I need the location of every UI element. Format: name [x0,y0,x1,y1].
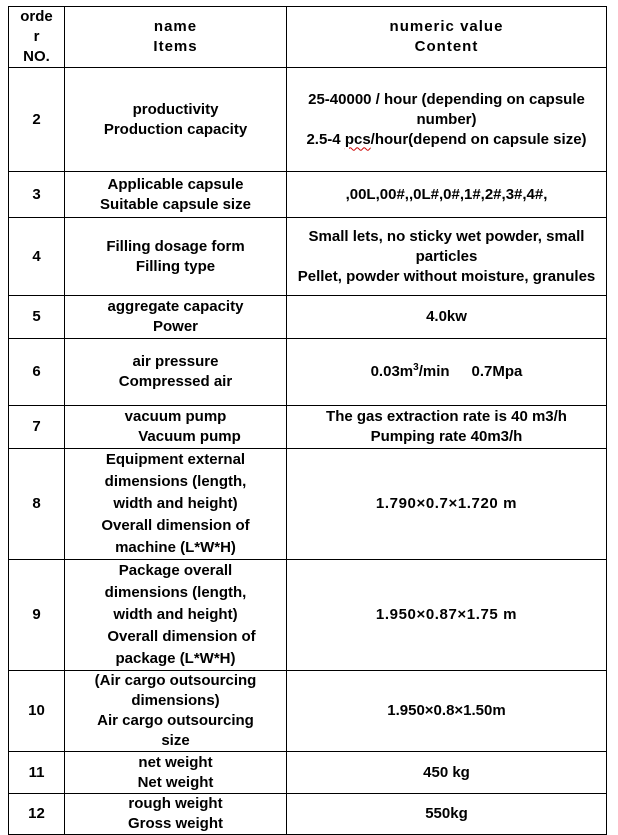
item-name-line: Package overall [118,562,233,579]
header-order-line: NO. [23,48,50,65]
item-name-line: width and height) [113,606,238,623]
item-name-line: Air cargo outsourcing [97,712,254,729]
item-name-line: dimensions) [131,692,220,709]
value-line: Pumping rate 40m3/h [370,428,523,445]
order-cell: 10 [9,671,65,752]
value-text: /hour(depend on capsule size) [370,130,587,148]
item-name-line: air pressure [132,353,219,370]
item-name-line: Applicable capsule [107,175,244,193]
item-name-cell [65,218,287,296]
air-flow-value: 0.03m [370,363,414,380]
item-name-line: dimensions (length, [104,584,247,601]
order-cell: 9 [9,560,65,671]
item-name-line: Filling dosage form [106,237,245,255]
air-pressure-value: 0.7Mpa [471,363,523,380]
value-cell [287,218,607,296]
item-name-cell [65,296,287,339]
header-name-line: name [153,18,198,35]
value-text: 2.5-4 [306,130,345,148]
air-flow-unit: /min [418,363,450,380]
item-name-cell [65,752,287,794]
item-name-line: aggregate capacity [107,298,244,315]
table-row [9,752,607,794]
item-name-line: Gross weight [127,815,224,832]
value-line: Pellet, powder without moisture, granules [297,267,596,285]
value-line [290,130,603,150]
header-value-line: numeric value [389,18,504,35]
table-row [9,406,607,449]
item-name-cell [65,671,287,752]
table-row [9,560,607,671]
order-cell: 6 [9,339,65,406]
item-name-line: productivity [132,100,219,118]
value-line: 1.950×0.87×1.75 m [375,606,518,623]
value-line: The gas extraction rate is 40 m3/h [326,408,567,425]
header-order-line: orde [20,8,53,25]
item-name-line: Overall dimension of [101,517,250,534]
item-name-line: machine (L*W*H) [115,539,236,556]
item-name-line: Compressed air [118,373,233,390]
order-cell: 8 [9,449,65,560]
order-cell: 4 [9,218,65,296]
header-name-cell [65,7,287,68]
item-name-line: (Air cargo outsourcing [94,672,257,689]
value-line: 1.950×0.8×1.50m [387,702,506,719]
value-cell [287,671,607,752]
superscript: 3 [413,362,419,373]
item-name-cell [65,172,287,218]
value-line: 4.0kw [426,308,467,325]
item-name-cell [65,68,287,172]
item-name-line: Equipment external [105,451,246,468]
value-cell [287,296,607,339]
header-value-line: Content [414,38,479,55]
order-cell: 2 [9,68,65,172]
item-name-line: width and height) [113,495,238,512]
order-cell: 12 [9,794,65,835]
order-cell: 11 [9,752,65,794]
item-name-line: net weight [138,753,213,771]
item-name-line: Vacuum pump [138,428,241,445]
value-line: 1.790×0.7×1.720 m [375,495,518,512]
value-line: Small lets, no sticky wet powder, small particles [308,227,585,265]
item-name-line: rough weight [128,795,223,812]
item-name-line: package (L*W*H) [115,650,236,667]
table-row [9,449,607,560]
value-line: 450 kg [423,763,470,781]
header-name-line: Items [153,38,198,55]
item-name-line: dimensions (length, [104,473,247,490]
item-name-cell [65,560,287,671]
order-cell: 5 [9,296,65,339]
value-cell [287,172,607,218]
table-row [9,172,607,218]
item-name-line: Net weight [137,773,214,791]
value-cell [287,406,607,449]
header-value-cell [287,7,607,68]
table-row [9,218,607,296]
value-line: 550kg [425,805,468,822]
value-cell [287,449,607,560]
item-name-line: Production capacity [103,120,248,138]
item-name-cell [65,449,287,560]
table-row [9,68,607,172]
item-name-line: Overall dimension of [107,628,256,645]
value-cell [287,68,607,172]
value-cell [287,339,607,406]
table-row [9,671,607,752]
value-cell [287,794,607,835]
item-name-line: Filling type [135,257,216,275]
order-cell: 3 [9,172,65,218]
item-name-line: Power [152,318,198,335]
item-name-line: Suitable capsule size [100,195,251,213]
header-order-line: r [33,28,40,45]
value-line: 25-40000 / hour (depending on capsule number) [308,90,585,128]
value-line: ,00L,00#,,0L#,0#,1#,2#,3#,4#, [345,185,548,203]
header-row [9,7,607,68]
value-line [290,362,603,382]
table-row [9,296,607,339]
value-cell [287,752,607,794]
spec-table [8,6,607,835]
table-row [9,339,607,406]
item-name-line: vacuum pump [124,408,227,425]
order-cell: 7 [9,406,65,449]
value-cell [287,560,607,671]
item-name-cell [65,794,287,835]
item-name-line: size [161,732,190,749]
spellcheck-word: pcs [344,130,371,148]
header-order-cell [9,7,65,68]
table-row [9,794,607,835]
item-name-cell [65,406,287,449]
item-name-cell [65,339,287,406]
